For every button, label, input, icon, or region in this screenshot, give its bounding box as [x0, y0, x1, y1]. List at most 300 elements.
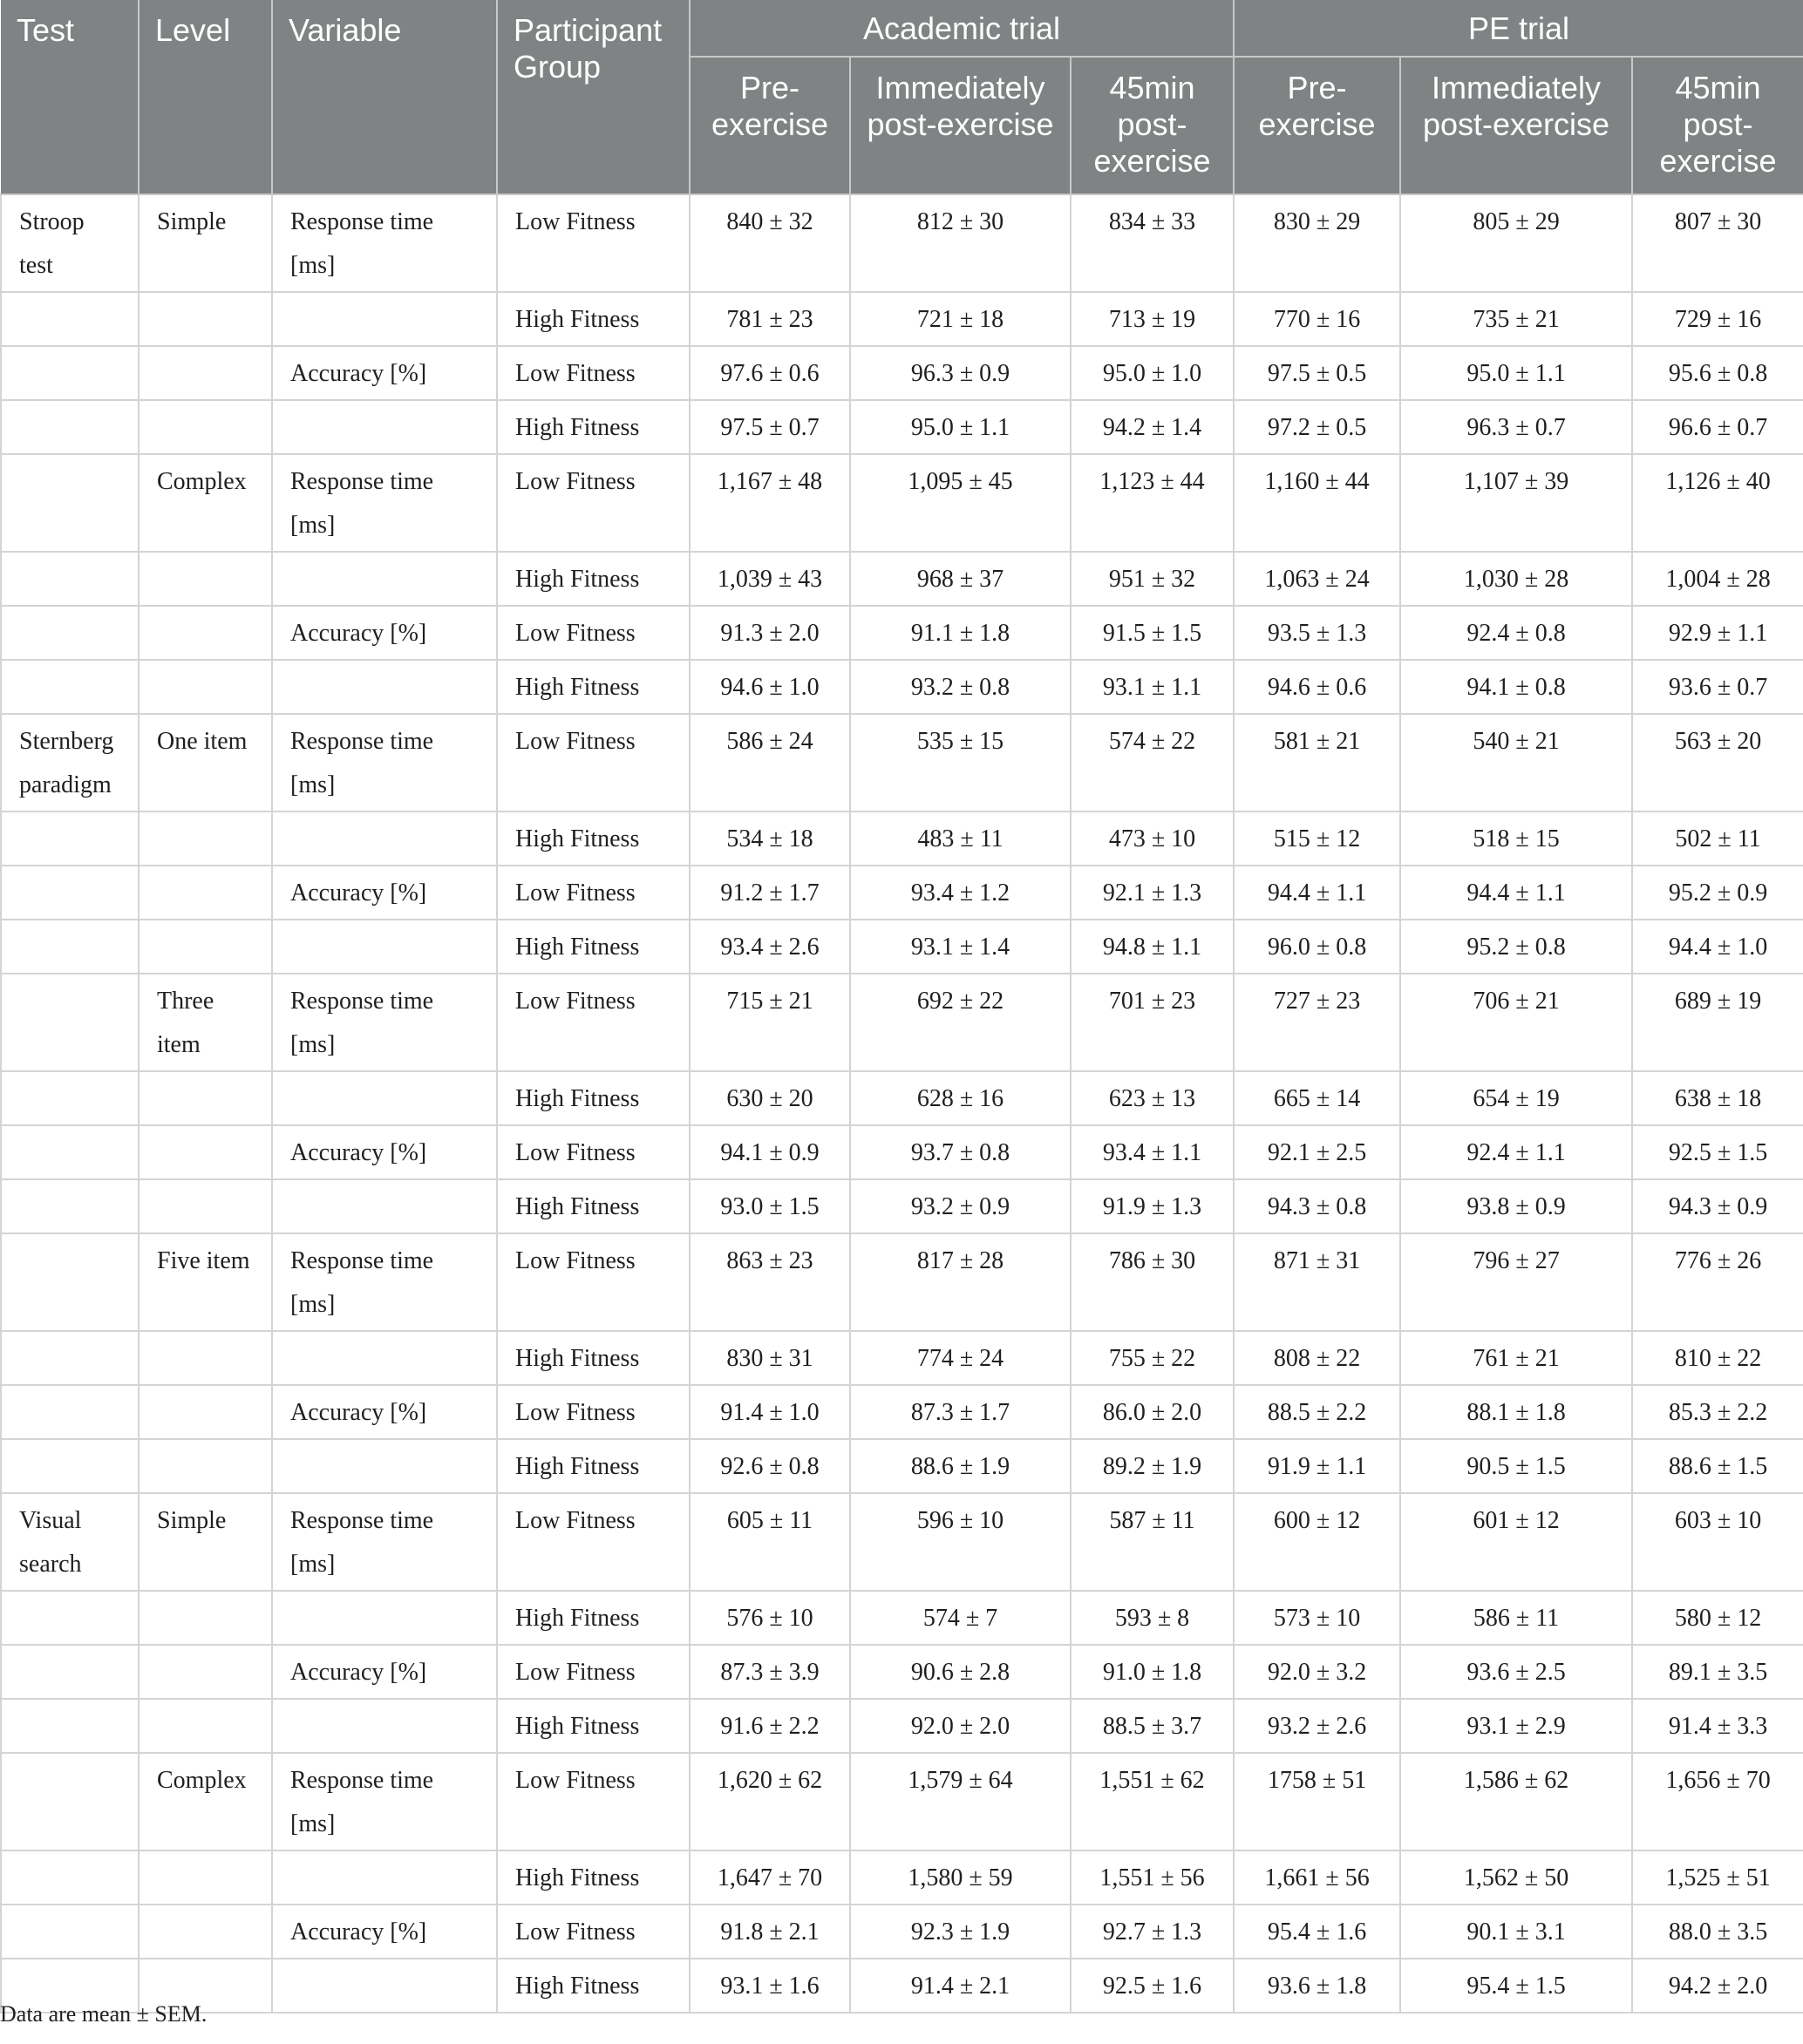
cell-level	[139, 1645, 272, 1699]
header-academic-trial: Academic trial	[690, 0, 1234, 57]
cell-pe-pre: 515 ± 12	[1234, 811, 1400, 866]
cell-variable: Response time [ms]	[272, 714, 497, 811]
cell-academic-immediate: 812 ± 30	[850, 194, 1071, 292]
cell-level	[139, 1905, 272, 1959]
cell-pe-pre: 1,160 ± 44	[1234, 454, 1400, 552]
cell-variable	[272, 292, 497, 346]
cell-level	[139, 1331, 272, 1385]
cell-academic-45min: 473 ± 10	[1071, 811, 1234, 866]
cell-group: Low Fitness	[497, 606, 690, 660]
cell-academic-45min: 786 ± 30	[1071, 1233, 1234, 1331]
cell-test	[1, 1179, 139, 1233]
cell-academic-pre: 91.4 ± 1.0	[690, 1385, 850, 1439]
cell-academic-45min: 91.0 ± 1.8	[1071, 1645, 1234, 1699]
cell-academic-immediate: 88.6 ± 1.9	[850, 1439, 1071, 1493]
cell-test	[1, 292, 139, 346]
cell-test	[1, 1645, 139, 1699]
cell-academic-immediate: 93.1 ± 1.4	[850, 920, 1071, 974]
cell-variable: Accuracy [%]	[272, 606, 497, 660]
cell-pe-immediate: 95.0 ± 1.1	[1400, 346, 1632, 400]
cell-academic-45min: 574 ± 22	[1071, 714, 1234, 811]
cell-pe-45min: 1,004 ± 28	[1632, 552, 1803, 606]
cell-academic-45min: 89.2 ± 1.9	[1071, 1439, 1234, 1493]
cell-pe-pre: 95.4 ± 1.6	[1234, 1905, 1400, 1959]
cell-test	[1, 1233, 139, 1331]
cell-level	[139, 552, 272, 606]
cell-academic-immediate: 95.0 ± 1.1	[850, 400, 1071, 454]
header-pe-pre	[1234, 57, 1400, 194]
cell-pe-45min: 638 ± 18	[1632, 1071, 1803, 1125]
header-participant-group: Participant Group	[497, 0, 690, 194]
cell-academic-pre: 91.2 ± 1.7	[690, 866, 850, 920]
cell-academic-immediate: 535 ± 15	[850, 714, 1071, 811]
cell-variable	[272, 1699, 497, 1753]
table-row	[1, 1591, 1803, 1645]
cell-academic-immediate: 1,095 ± 45	[850, 454, 1071, 552]
table-row	[1, 606, 1803, 660]
cell-group: Low Fitness	[497, 1385, 690, 1439]
cell-academic-pre: 93.0 ± 1.5	[690, 1179, 850, 1233]
cell-pe-immediate: 94.4 ± 1.1	[1400, 866, 1632, 920]
cell-academic-immediate: 1,580 ± 59	[850, 1850, 1071, 1905]
cell-test	[1, 1331, 139, 1385]
cell-test	[1, 1385, 139, 1439]
cell-academic-45min: 92.5 ± 1.6	[1071, 1959, 1234, 2013]
cell-pe-pre: 92.1 ± 2.5	[1234, 1125, 1400, 1179]
cell-level: Simple	[139, 194, 272, 292]
cell-academic-pre: 91.8 ± 2.1	[690, 1905, 850, 1959]
cell-level	[139, 1125, 272, 1179]
table-row	[1, 292, 1803, 346]
cell-level	[139, 660, 272, 714]
cell-academic-immediate: 91.4 ± 2.1	[850, 1959, 1071, 2013]
cell-variable: Response time [ms]	[272, 454, 497, 552]
table-header	[1, 0, 1803, 194]
cell-academic-immediate: 1,579 ± 64	[850, 1753, 1071, 1850]
cell-variable	[272, 1959, 497, 2013]
cell-group: Low Fitness	[497, 1645, 690, 1699]
table-row	[1, 1959, 1803, 2013]
table-row	[1, 1439, 1803, 1493]
cell-variable: Accuracy [%]	[272, 866, 497, 920]
cell-pe-45min: 96.6 ± 0.7	[1632, 400, 1803, 454]
cell-academic-pre: 576 ± 10	[690, 1591, 850, 1645]
cell-academic-45min: 92.1 ± 1.3	[1071, 866, 1234, 920]
cell-group: Low Fitness	[497, 1493, 690, 1591]
cell-test	[1, 660, 139, 714]
header-pe-trial: PE trial	[1234, 0, 1803, 57]
cell-level	[139, 920, 272, 974]
cell-academic-45min: 86.0 ± 2.0	[1071, 1385, 1234, 1439]
cell-pe-45min: 92.5 ± 1.5	[1632, 1125, 1803, 1179]
cell-pe-pre: 97.2 ± 0.5	[1234, 400, 1400, 454]
cell-pe-immediate: 805 ± 29	[1400, 194, 1632, 292]
cell-pe-pre: 97.5 ± 0.5	[1234, 346, 1400, 400]
cell-academic-45min: 91.5 ± 1.5	[1071, 606, 1234, 660]
cell-pe-pre: 727 ± 23	[1234, 974, 1400, 1071]
cell-level	[139, 811, 272, 866]
cell-academic-immediate: 91.1 ± 1.8	[850, 606, 1071, 660]
cell-variable	[272, 660, 497, 714]
cell-variable: Response time [ms]	[272, 1493, 497, 1591]
cell-group: High Fitness	[497, 920, 690, 974]
cell-variable	[272, 811, 497, 866]
table-footnote: Data are mean ± SEM.	[0, 2001, 208, 2027]
cell-group: Low Fitness	[497, 454, 690, 552]
cell-group: High Fitness	[497, 552, 690, 606]
cell-academic-pre: 93.4 ± 2.6	[690, 920, 850, 974]
table-row	[1, 1493, 1803, 1591]
header-academic-45min	[1071, 57, 1234, 194]
cell-pe-immediate: 90.5 ± 1.5	[1400, 1439, 1632, 1493]
cell-variable	[272, 1179, 497, 1233]
cell-level: Three item	[139, 974, 272, 1071]
cell-pe-45min: 689 ± 19	[1632, 974, 1803, 1071]
cell-variable	[272, 1850, 497, 1905]
cell-pe-immediate: 796 ± 27	[1400, 1233, 1632, 1331]
cell-academic-pre: 97.5 ± 0.7	[690, 400, 850, 454]
header-academic-immediate	[850, 57, 1071, 194]
cell-pe-pre: 94.6 ± 0.6	[1234, 660, 1400, 714]
cell-academic-immediate: 96.3 ± 0.9	[850, 346, 1071, 400]
cell-academic-immediate: 92.0 ± 2.0	[850, 1699, 1071, 1753]
cell-pe-45min: 93.6 ± 0.7	[1632, 660, 1803, 714]
cell-variable	[272, 400, 497, 454]
cell-academic-immediate: 92.3 ± 1.9	[850, 1905, 1071, 1959]
cell-pe-pre: 808 ± 22	[1234, 1331, 1400, 1385]
cell-academic-immediate: 93.4 ± 1.2	[850, 866, 1071, 920]
cell-group: High Fitness	[497, 1439, 690, 1493]
cell-pe-immediate: 586 ± 11	[1400, 1591, 1632, 1645]
cell-pe-45min: 563 ± 20	[1632, 714, 1803, 811]
cell-pe-pre: 93.5 ± 1.3	[1234, 606, 1400, 660]
cell-test	[1, 1753, 139, 1850]
cell-academic-immediate: 721 ± 18	[850, 292, 1071, 346]
cell-academic-pre: 93.1 ± 1.6	[690, 1959, 850, 2013]
cell-academic-immediate: 692 ± 22	[850, 974, 1071, 1071]
cell-group: Low Fitness	[497, 866, 690, 920]
cell-level	[139, 1591, 272, 1645]
cell-academic-45min: 713 ± 19	[1071, 292, 1234, 346]
cell-academic-45min: 93.1 ± 1.1	[1071, 660, 1234, 714]
cell-level	[139, 606, 272, 660]
cell-test	[1, 1905, 139, 1959]
cell-level: Complex	[139, 454, 272, 552]
cell-group: Low Fitness	[497, 1905, 690, 1959]
cell-pe-45min: 810 ± 22	[1632, 1331, 1803, 1385]
cell-pe-pre: 1758 ± 51	[1234, 1753, 1400, 1850]
cell-level	[139, 346, 272, 400]
cell-pe-pre: 93.6 ± 1.8	[1234, 1959, 1400, 2013]
cell-level: One item	[139, 714, 272, 811]
cell-pe-immediate: 761 ± 21	[1400, 1331, 1632, 1385]
cell-academic-45min: 701 ± 23	[1071, 974, 1234, 1071]
cell-group: High Fitness	[497, 400, 690, 454]
cell-pe-pre: 665 ± 14	[1234, 1071, 1400, 1125]
cell-pe-pre: 1,661 ± 56	[1234, 1850, 1400, 1905]
cell-test: Visual search	[1, 1493, 139, 1591]
cell-test	[1, 1699, 139, 1753]
cell-pe-pre: 88.5 ± 2.2	[1234, 1385, 1400, 1439]
cell-academic-pre: 830 ± 31	[690, 1331, 850, 1385]
cell-pe-45min: 91.4 ± 3.3	[1632, 1699, 1803, 1753]
cell-variable: Accuracy [%]	[272, 1905, 497, 1959]
cell-academic-pre: 781 ± 23	[690, 292, 850, 346]
cell-academic-pre: 715 ± 21	[690, 974, 850, 1071]
cell-pe-immediate: 1,107 ± 39	[1400, 454, 1632, 552]
cell-pe-45min: 776 ± 26	[1632, 1233, 1803, 1331]
cell-academic-immediate: 817 ± 28	[850, 1233, 1071, 1331]
table-row	[1, 1071, 1803, 1125]
cell-academic-pre: 1,647 ± 70	[690, 1850, 850, 1905]
cell-pe-immediate: 90.1 ± 3.1	[1400, 1905, 1632, 1959]
cell-level	[139, 1179, 272, 1233]
cell-pe-immediate: 94.1 ± 0.8	[1400, 660, 1632, 714]
cell-academic-pre: 605 ± 11	[690, 1493, 850, 1591]
table-body	[1, 194, 1803, 2013]
cell-pe-45min: 807 ± 30	[1632, 194, 1803, 292]
cell-level	[139, 1385, 272, 1439]
header-academic-pre	[690, 57, 850, 194]
cell-academic-pre: 87.3 ± 3.9	[690, 1645, 850, 1699]
cell-academic-pre: 1,039 ± 43	[690, 552, 850, 606]
cell-variable: Accuracy [%]	[272, 1385, 497, 1439]
cell-variable	[272, 920, 497, 974]
cell-academic-pre: 1,620 ± 62	[690, 1753, 850, 1850]
cell-pe-immediate: 1,586 ± 62	[1400, 1753, 1632, 1850]
cell-pe-45min: 88.0 ± 3.5	[1632, 1905, 1803, 1959]
table-row	[1, 400, 1803, 454]
cell-pe-pre: 92.0 ± 3.2	[1234, 1645, 1400, 1699]
cell-variable: Accuracy [%]	[272, 346, 497, 400]
cell-variable	[272, 552, 497, 606]
cell-academic-pre: 586 ± 24	[690, 714, 850, 811]
cell-academic-45min: 1,551 ± 56	[1071, 1850, 1234, 1905]
cell-pe-45min: 88.6 ± 1.5	[1632, 1439, 1803, 1493]
cell-group: Low Fitness	[497, 346, 690, 400]
cell-academic-pre: 91.3 ± 2.0	[690, 606, 850, 660]
header-academic-pre-label: Pre-exercise	[711, 70, 829, 142]
cell-test: Stroop test	[1, 194, 139, 292]
cell-test	[1, 974, 139, 1071]
cell-academic-45min: 587 ± 11	[1071, 1493, 1234, 1591]
cell-group: Low Fitness	[497, 1125, 690, 1179]
cell-academic-immediate: 93.7 ± 0.8	[850, 1125, 1071, 1179]
cell-level	[139, 400, 272, 454]
cell-pe-45min: 85.3 ± 2.2	[1632, 1385, 1803, 1439]
cell-test	[1, 606, 139, 660]
cell-academic-immediate: 968 ± 37	[850, 552, 1071, 606]
cell-academic-pre: 91.6 ± 2.2	[690, 1699, 850, 1753]
cell-pe-pre: 600 ± 12	[1234, 1493, 1400, 1591]
cell-group: Low Fitness	[497, 194, 690, 292]
cell-test	[1, 1439, 139, 1493]
cell-group: High Fitness	[497, 811, 690, 866]
table-row	[1, 346, 1803, 400]
cell-academic-45min: 91.9 ± 1.3	[1071, 1179, 1234, 1233]
cell-academic-45min: 94.8 ± 1.1	[1071, 920, 1234, 974]
cell-academic-45min: 92.7 ± 1.3	[1071, 1905, 1234, 1959]
table-row	[1, 1233, 1803, 1331]
cell-pe-immediate: 88.1 ± 1.8	[1400, 1385, 1632, 1439]
header-pe-immediate-label: Immediately post-exercise	[1422, 70, 1610, 142]
cell-pe-immediate: 518 ± 15	[1400, 811, 1632, 866]
table-row	[1, 1331, 1803, 1385]
cell-academic-45min: 951 ± 32	[1071, 552, 1234, 606]
cell-academic-pre: 840 ± 32	[690, 194, 850, 292]
cell-variable: Response time [ms]	[272, 1753, 497, 1850]
cell-pe-pre: 96.0 ± 0.8	[1234, 920, 1400, 974]
cell-academic-immediate: 483 ± 11	[850, 811, 1071, 866]
cell-academic-pre: 863 ± 23	[690, 1233, 850, 1331]
cell-pe-45min: 95.2 ± 0.9	[1632, 866, 1803, 920]
cell-academic-pre: 534 ± 18	[690, 811, 850, 866]
cell-variable: Response time [ms]	[272, 974, 497, 1071]
cell-pe-immediate: 95.2 ± 0.8	[1400, 920, 1632, 974]
cell-academic-45min: 88.5 ± 3.7	[1071, 1699, 1234, 1753]
table-row	[1, 660, 1803, 714]
table-row	[1, 811, 1803, 866]
header-pe-45min	[1632, 57, 1803, 194]
cell-academic-pre: 630 ± 20	[690, 1071, 850, 1125]
cell-pe-45min: 502 ± 11	[1632, 811, 1803, 866]
table-row	[1, 974, 1803, 1071]
cell-academic-pre: 94.1 ± 0.9	[690, 1125, 850, 1179]
cell-pe-immediate: 93.8 ± 0.9	[1400, 1179, 1632, 1233]
cell-pe-45min: 603 ± 10	[1632, 1493, 1803, 1591]
cell-pe-immediate: 706 ± 21	[1400, 974, 1632, 1071]
cell-level	[139, 1699, 272, 1753]
cell-pe-immediate: 95.4 ± 1.5	[1400, 1959, 1632, 2013]
cell-pe-pre: 93.2 ± 2.6	[1234, 1699, 1400, 1753]
table-row	[1, 552, 1803, 606]
cell-academic-45min: 623 ± 13	[1071, 1071, 1234, 1125]
cell-variable	[272, 1439, 497, 1493]
header-variable: Variable	[272, 0, 497, 194]
cell-group: Low Fitness	[497, 974, 690, 1071]
cell-pe-45min: 94.3 ± 0.9	[1632, 1179, 1803, 1233]
cell-group: High Fitness	[497, 292, 690, 346]
cell-pe-45min: 580 ± 12	[1632, 1591, 1803, 1645]
cell-pe-immediate: 92.4 ± 1.1	[1400, 1125, 1632, 1179]
cell-pe-immediate: 1,562 ± 50	[1400, 1850, 1632, 1905]
cell-test	[1, 552, 139, 606]
cell-test	[1, 1071, 139, 1125]
cell-pe-immediate: 93.1 ± 2.9	[1400, 1699, 1632, 1753]
table-row	[1, 1125, 1803, 1179]
header-pe-pre-label: Pre-exercise	[1258, 70, 1376, 142]
header-pe-immediate	[1400, 57, 1632, 194]
cell-academic-45min: 755 ± 22	[1071, 1331, 1234, 1385]
table-row	[1, 1385, 1803, 1439]
cell-academic-45min: 834 ± 33	[1071, 194, 1234, 292]
cell-level: Complex	[139, 1753, 272, 1850]
cell-academic-pre: 1,167 ± 48	[690, 454, 850, 552]
cell-pe-45min: 89.1 ± 3.5	[1632, 1645, 1803, 1699]
cell-pe-pre: 94.3 ± 0.8	[1234, 1179, 1400, 1233]
table-row	[1, 1753, 1803, 1850]
table-row	[1, 1850, 1803, 1905]
cell-pe-immediate: 1,030 ± 28	[1400, 552, 1632, 606]
cell-pe-45min: 1,525 ± 51	[1632, 1850, 1803, 1905]
table-row	[1, 920, 1803, 974]
header-pe-45min-label: 45min post-exercise	[1659, 70, 1777, 179]
cell-pe-pre: 94.4 ± 1.1	[1234, 866, 1400, 920]
cell-pe-pre: 770 ± 16	[1234, 292, 1400, 346]
cell-academic-immediate: 90.6 ± 2.8	[850, 1645, 1071, 1699]
cell-academic-pre: 94.6 ± 1.0	[690, 660, 850, 714]
table-row	[1, 714, 1803, 811]
table-row	[1, 194, 1803, 292]
cell-variable: Response time [ms]	[272, 1233, 497, 1331]
cell-pe-immediate: 735 ± 21	[1400, 292, 1632, 346]
cell-pe-45min: 92.9 ± 1.1	[1632, 606, 1803, 660]
cell-academic-45min: 1,551 ± 62	[1071, 1753, 1234, 1850]
cell-group: High Fitness	[497, 1699, 690, 1753]
table-row	[1, 1179, 1803, 1233]
header-row-top	[1, 0, 1803, 57]
cell-group: High Fitness	[497, 660, 690, 714]
cell-pe-immediate: 93.6 ± 2.5	[1400, 1645, 1632, 1699]
cell-group: Low Fitness	[497, 1233, 690, 1331]
header-academic-45min-label: 45min post-exercise	[1093, 70, 1211, 179]
cell-pe-45min: 1,656 ± 70	[1632, 1753, 1803, 1850]
cell-group: High Fitness	[497, 1850, 690, 1905]
table-row	[1, 1699, 1803, 1753]
cell-test	[1, 400, 139, 454]
cell-academic-immediate: 93.2 ± 0.9	[850, 1179, 1071, 1233]
cell-level: Simple	[139, 1493, 272, 1591]
cell-variable: Response time [ms]	[272, 194, 497, 292]
table-row	[1, 1645, 1803, 1699]
cell-pe-immediate: 96.3 ± 0.7	[1400, 400, 1632, 454]
cell-group: High Fitness	[497, 1591, 690, 1645]
cell-academic-immediate: 574 ± 7	[850, 1591, 1071, 1645]
cell-variable: Accuracy [%]	[272, 1125, 497, 1179]
cell-pe-45min: 95.6 ± 0.8	[1632, 346, 1803, 400]
cell-pe-pre: 871 ± 31	[1234, 1233, 1400, 1331]
cell-academic-immediate: 628 ± 16	[850, 1071, 1071, 1125]
cell-test	[1, 346, 139, 400]
cell-test: Sternberg paradigm	[1, 714, 139, 811]
cell-test	[1, 1850, 139, 1905]
cell-level	[139, 1071, 272, 1125]
cell-test	[1, 811, 139, 866]
cell-level	[139, 1850, 272, 1905]
cell-pe-immediate: 540 ± 21	[1400, 714, 1632, 811]
cell-academic-immediate: 93.2 ± 0.8	[850, 660, 1071, 714]
header-academic-immediate-label: Immediately post-exercise	[867, 70, 1054, 142]
cell-test	[1, 454, 139, 552]
cell-group: High Fitness	[497, 1071, 690, 1125]
cell-pe-45min: 94.2 ± 2.0	[1632, 1959, 1803, 2013]
table-row	[1, 866, 1803, 920]
table-row	[1, 1905, 1803, 1959]
cell-academic-pre: 92.6 ± 0.8	[690, 1439, 850, 1493]
cell-level	[139, 1439, 272, 1493]
cell-test	[1, 1125, 139, 1179]
cell-test	[1, 866, 139, 920]
cell-pe-pre: 830 ± 29	[1234, 194, 1400, 292]
cell-academic-45min: 593 ± 8	[1071, 1591, 1234, 1645]
cell-pe-pre: 91.9 ± 1.1	[1234, 1439, 1400, 1493]
cell-academic-45min: 94.2 ± 1.4	[1071, 400, 1234, 454]
table-row	[1, 454, 1803, 552]
cell-variable	[272, 1331, 497, 1385]
cell-academic-45min: 95.0 ± 1.0	[1071, 346, 1234, 400]
cell-group: High Fitness	[497, 1959, 690, 2013]
cell-variable	[272, 1591, 497, 1645]
